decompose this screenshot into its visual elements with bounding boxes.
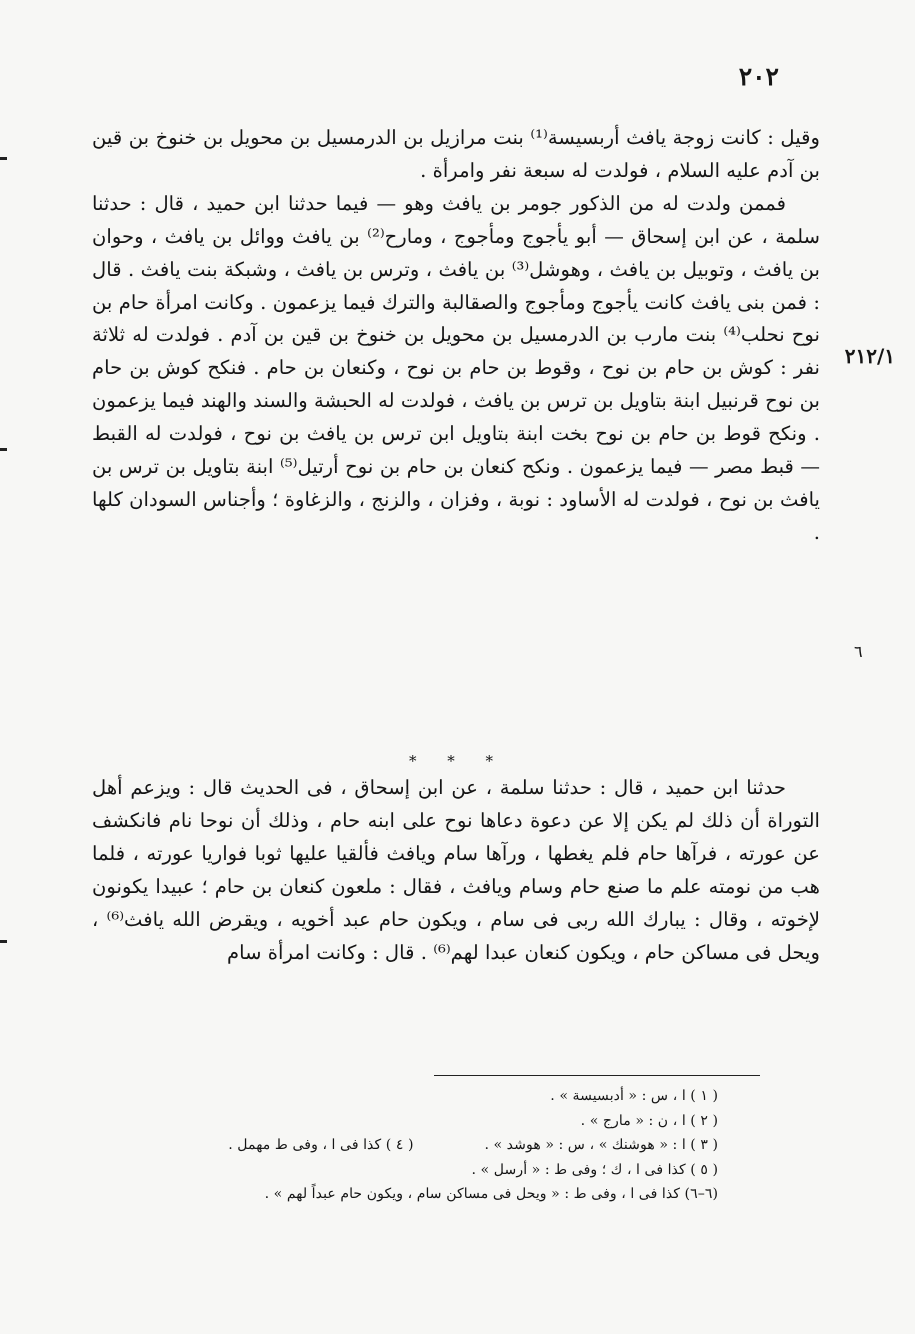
footnote: ( ٢ ) ا ، ن : « مارج » . xyxy=(580,1112,718,1129)
main-text-block xyxy=(92,122,820,550)
section-separator: * * * xyxy=(408,752,507,770)
footnote: ( ٤ ) كذا فى ا ، وفى ط مهمل . xyxy=(228,1137,414,1153)
binding-mark xyxy=(0,940,7,943)
paragraph: حدثنا ابن حميد ، قال : حدثنا سلمة ، عن ابن إسحاق ، فى الحديث قال : ويزعم أهل التوراة أن ذلك لم يكن إلا عن دعوة دعاها نوح على ابنه حام ، وذلك أن نوحا نام فانكشف عن عورته ، فرآها حام فلم يغطها ، ورآها سام ويافث فألقيا عليها ثوبا فواريا عورته ، فلما هب من نومته علم ما صنع حام وسام ويافث ، فقال : ملعون كنعان بن حام ؛ عبيدا يكونون لإخوته ، وقال : يبارك الله ربى فى سام ، ويكون حام عبد أخويه ، ويقرض الله يافث⁽⁶⁾ ، ويحل فى مساكن حام ، ويكون كنعان عبدا لهم⁽⁶⁾ . قال : وكانت امرأة سام xyxy=(92,776,820,964)
footnote-row xyxy=(118,1133,718,1158)
binding-mark xyxy=(0,157,7,160)
footnote: ( ٥ ) كذا فى ا ، ك ؛ وفى ط : « أرسل » . xyxy=(471,1161,718,1178)
footnote: ( ٣ ) ا : « هوشنك » ، س : « هوشد » . xyxy=(484,1137,718,1153)
footnote: ( ١ ) ا ، س : « أدبسيسة » . xyxy=(550,1088,718,1104)
footnotes xyxy=(118,1084,718,1207)
footnote-rule xyxy=(434,1075,760,1076)
paragraph: وقيل : كانت زوجة يافث أربسيسة⁽¹⁾ بنت مرازيل بن الدرمسيل بن محويل بن خنوخ بن قين بن آدم عليه السلام ، فولدت له سبعة نفر وامرأة . xyxy=(92,126,820,182)
paragraph: فممن ولدت له من الذكور جومر بن يافث وهو — فيما حدثنا ابن حميد ، قال : حدثنا سلمة ، عن ابن إسحاق — أبو يأجوج ومأجوج ، ومارح⁽²⁾ بن يافث ووائل بن يافث ، وحوان بن يافث ، وتوبيل بن يافث ، وهوشل⁽³⁾ بن يافث ، وترس بن يافث ، وشبكة بنت يافث . قال : فمن بنى يافث كانت يأجوج ومأجوج والصقالبة والترك فيما يزعمون . وكانت امرأة حام بن نوح نحلب⁽⁴⁾ بنت مارب بن الدرمسيل بن محويل بن خنوخ بن قين بن آدم . فولدت له ثلاثة نفر : كوش بن حام بن نوح ، وقوط بن حام بن نوح ، وكنعان بن حام . فنكح كوش بن حام بن نوح قرنبيل ابنة بتاويل بن ترس بن يافث ، فولدت له الحبشة والسند والهند فيما يزعمون . ونكح قوط بن حام بن نوح بخت ابنة بتاويل ابن ترس بن يافث بن نوح ، فولدت له القبط — قبط مصر — فيما يزعمون . ونكح كنعان بن حام بن نوح أرتيل⁽⁵⁾ ابنة بتاويل بن ترس بن يافث بن نوح ، فولدت له الأساود : نوبة ، وفزان ، والزنج ، والزغاوة ؛ وأجناس السودان كلها . xyxy=(92,191,821,544)
binding-mark xyxy=(0,448,7,451)
margin-line-number: ٦ xyxy=(854,642,863,661)
footnote: (٦–٦) كذا فى ا ، وفى ط : « ويحل فى مساكن سام ، ويكون حام عبداً لهم » . xyxy=(264,1186,718,1202)
second-text-block xyxy=(92,772,820,969)
page-number: ٢٠٢ xyxy=(738,62,779,91)
margin-reference: ٢١٢/١ xyxy=(844,344,895,368)
